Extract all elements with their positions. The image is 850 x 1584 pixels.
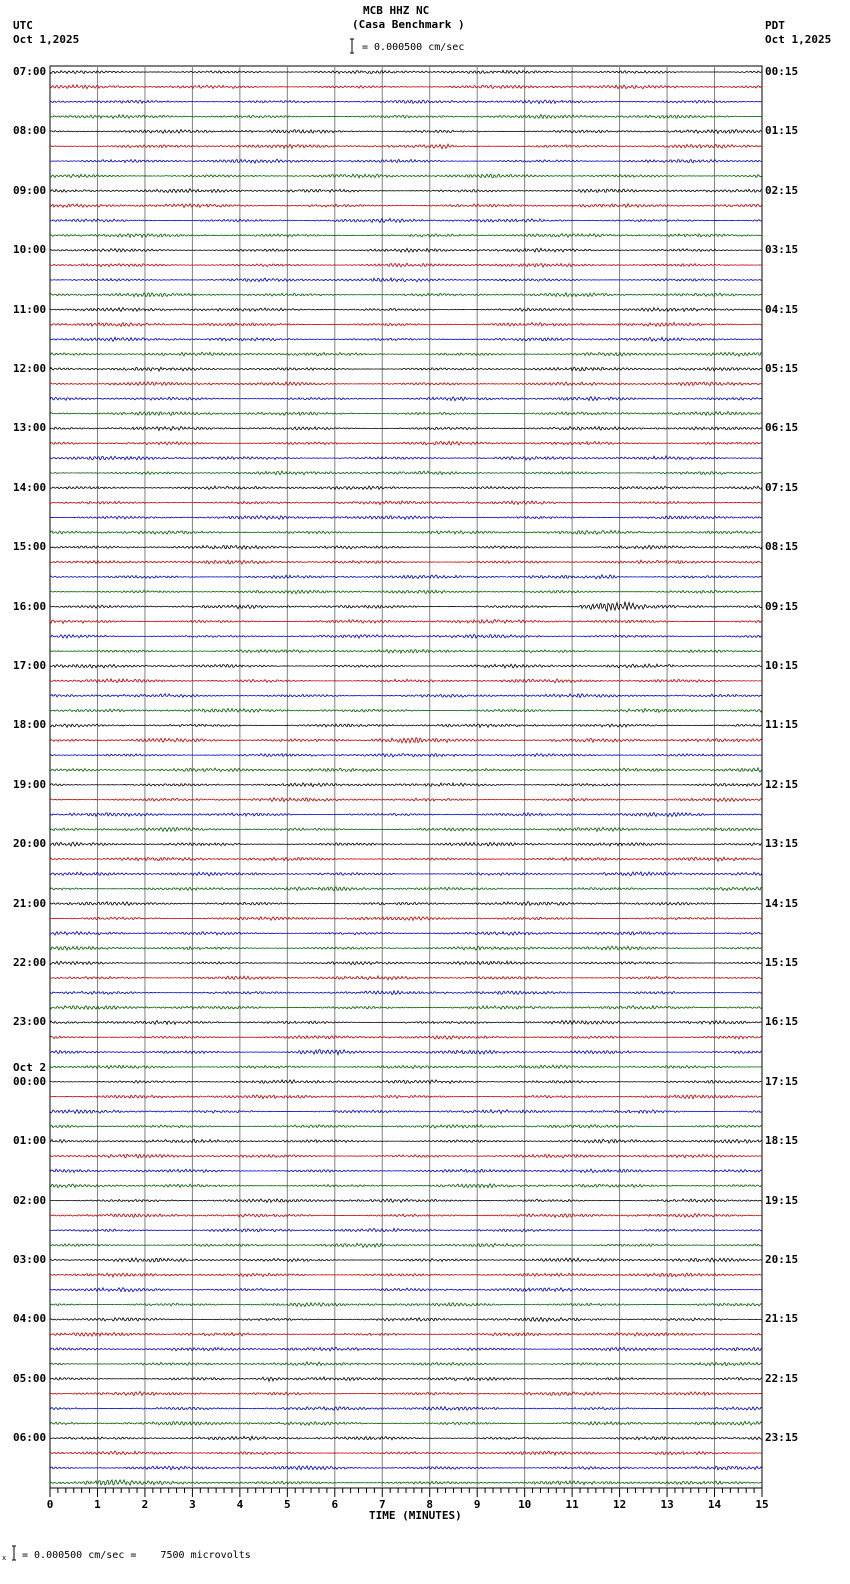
seismic-trace — [50, 783, 762, 787]
pdt-hour-label: 02:15 — [765, 183, 799, 197]
seismic-trace — [50, 1347, 762, 1351]
pdt-hour-label: 19:15 — [765, 1193, 799, 1207]
seismic-trace — [50, 367, 762, 371]
seismic-trace — [50, 827, 762, 831]
x-tick-label: 4 — [236, 1498, 244, 1511]
right-timezone: PDT — [765, 19, 785, 32]
seismic-trace — [50, 322, 762, 326]
scale-label: = 0.000500 cm/sec — [362, 42, 465, 53]
pdt-hour-label: 12:15 — [765, 777, 799, 791]
seismic-trace — [50, 724, 762, 727]
seismic-trace — [50, 545, 762, 549]
seismic-trace — [50, 1050, 762, 1055]
seismic-trace — [50, 456, 762, 460]
seismic-trace — [50, 204, 762, 208]
seismic-trace — [50, 917, 762, 921]
seismic-trace — [50, 798, 762, 802]
x-tick-label: 14 — [707, 1498, 722, 1511]
seismic-trace — [50, 144, 762, 149]
seismic-trace — [50, 619, 762, 623]
x-tick-label: 6 — [331, 1498, 339, 1511]
utc-hour-label: 01:00 — [13, 1134, 47, 1148]
seismic-trace — [50, 1125, 762, 1128]
utc-hour-label: 00:00 — [13, 1074, 47, 1088]
pdt-hour-label: 23:15 — [765, 1431, 799, 1445]
seismic-trace — [50, 753, 762, 757]
seismic-trace — [50, 1199, 762, 1203]
utc-hour-label: 04:00 — [13, 1312, 47, 1326]
seismic-trace — [50, 159, 762, 163]
seismic-trace — [50, 337, 762, 341]
pdt-hour-label: 11:15 — [765, 718, 799, 732]
x-tick-label: 11 — [565, 1498, 579, 1511]
seismic-trace — [50, 679, 762, 683]
seismic-trace — [50, 1480, 762, 1485]
utc-hour-label: 13:00 — [13, 421, 47, 435]
seismic-trace — [50, 70, 762, 73]
x-tick-label: 0 — [46, 1498, 54, 1511]
seismic-trace — [50, 1466, 762, 1470]
seismic-trace — [50, 1451, 762, 1455]
pdt-hour-label: 22:15 — [765, 1371, 799, 1385]
seismic-trace — [50, 308, 762, 312]
seismic-trace — [50, 248, 762, 252]
left-date: Oct 1,2025 — [13, 33, 80, 46]
pdt-hour-label: 03:15 — [765, 243, 799, 257]
seismic-trace — [50, 278, 762, 282]
seismic-trace — [50, 575, 762, 579]
seismic-trace — [50, 708, 762, 712]
seismic-trace — [50, 738, 762, 743]
pdt-hour-label: 14:15 — [765, 896, 799, 910]
pdt-hour-label: 10:15 — [765, 659, 799, 672]
utc-hour-label: 20:00 — [13, 837, 47, 851]
seismic-trace — [50, 85, 762, 89]
seismic-trace — [50, 1392, 762, 1396]
seismic-trace — [50, 1377, 762, 1381]
x-tick-label: 7 — [378, 1498, 386, 1511]
seismic-trace — [50, 1288, 762, 1292]
pdt-hour-label: 21:15 — [765, 1312, 799, 1326]
seismic-trace — [50, 946, 762, 950]
utc-hour-label: 14:00 — [13, 480, 47, 494]
seismic-trace — [50, 382, 762, 386]
x-tick-label: 8 — [426, 1498, 434, 1511]
seismic-trace — [50, 872, 762, 876]
pdt-hour-label: 00:15 — [765, 65, 799, 78]
seismic-trace — [50, 218, 762, 222]
utc-hour-label: 22:00 — [13, 956, 47, 969]
seismic-trace — [50, 1436, 762, 1440]
seismic-trace — [50, 694, 762, 698]
seismic-trace — [50, 352, 762, 356]
seismic-trace — [50, 100, 762, 104]
seismic-trace — [50, 560, 762, 564]
x-tick-label: 5 — [284, 1498, 291, 1511]
seismic-trace — [50, 189, 762, 193]
pdt-hour-label: 17:15 — [765, 1074, 799, 1088]
seismic-trace — [50, 397, 762, 401]
seismic-trace — [50, 590, 762, 594]
utc-hour-label: 15:00 — [13, 540, 47, 554]
seismic-traces — [50, 70, 762, 1485]
x-tick-label: 3 — [189, 1498, 196, 1511]
x-tick-label: 12 — [613, 1498, 627, 1511]
seismic-trace — [50, 1065, 762, 1069]
utc-hour-label: 10:00 — [13, 243, 47, 257]
seismic-trace — [50, 857, 762, 861]
seismic-trace — [50, 1228, 762, 1232]
x-tick-label: 1 — [94, 1498, 101, 1511]
seismic-trace — [50, 901, 762, 905]
seismic-trace — [50, 976, 762, 980]
pdt-hour-label: 09:15 — [765, 599, 799, 613]
seismic-trace — [50, 115, 762, 119]
seismic-trace — [50, 1169, 762, 1173]
seismic-trace — [50, 293, 762, 297]
seismic-trace — [50, 1421, 762, 1425]
pdt-hour-label: 20:15 — [765, 1253, 799, 1266]
x-tick-label: 9 — [473, 1498, 481, 1511]
corner-mark: x — [2, 1554, 7, 1562]
utc-hour-label: 23:00 — [13, 1015, 47, 1029]
seismic-trace — [50, 427, 762, 431]
seismic-trace — [50, 1184, 762, 1188]
pdt-hour-label: 07:15 — [765, 480, 799, 494]
seismic-trace — [50, 1362, 762, 1366]
seismic-trace — [50, 1317, 762, 1321]
calibration-label: = 0.000500 cm/sec = 7500 microvolts — [22, 1550, 251, 1561]
seismic-trace — [50, 650, 762, 654]
seismic-trace — [50, 1273, 762, 1277]
utc-hour-label: 09:00 — [13, 183, 47, 197]
seismic-trace — [50, 263, 762, 267]
seismic-trace — [50, 1110, 762, 1114]
seismic-trace — [50, 931, 762, 935]
utc-hour-label: 03:00 — [13, 1253, 47, 1266]
seismic-trace — [50, 1006, 762, 1010]
seismic-trace — [50, 842, 762, 846]
utc-hour-label: 02:00 — [13, 1193, 47, 1207]
utc-hour-label: 16:00 — [13, 599, 47, 613]
seismic-trace — [50, 234, 762, 238]
utc-hour-label: 18:00 — [13, 718, 47, 732]
seismic-trace — [50, 602, 762, 612]
utc-hour-label: 05:00 — [13, 1371, 47, 1385]
pdt-hour-label: 13:15 — [765, 837, 799, 851]
seismic-trace — [50, 961, 762, 965]
utc-hour-label: 17:00 — [13, 659, 47, 672]
station-title: MCB HHZ NC — [363, 4, 430, 17]
seismic-trace — [50, 174, 762, 178]
seismic-trace — [50, 634, 762, 638]
x-tick-label: 13 — [660, 1498, 674, 1511]
right-date: Oct 1,2025 — [765, 33, 832, 46]
pdt-hour-label: 16:15 — [765, 1015, 799, 1029]
pdt-hour-label: 18:15 — [765, 1134, 799, 1148]
seismic-trace — [50, 768, 762, 772]
seismic-trace — [50, 1020, 762, 1024]
seismic-trace — [50, 1303, 762, 1307]
utc-hour-label: 06:00 — [13, 1431, 47, 1445]
seismic-trace — [50, 1080, 762, 1084]
seismic-trace — [50, 887, 762, 891]
utc-hour-label: 19:00 — [13, 777, 47, 791]
seismic-trace — [50, 1214, 762, 1218]
seismic-trace — [50, 130, 762, 134]
seismic-trace — [50, 991, 762, 995]
left-timezone: UTC — [13, 19, 33, 32]
utc-hour-label: 11:00 — [13, 302, 47, 316]
x-tick-label: 2 — [141, 1498, 149, 1511]
seismic-trace — [50, 501, 762, 505]
x-tick-label: 15 — [755, 1498, 769, 1511]
utc-hour-label: 07:00 — [13, 65, 47, 78]
seismic-trace — [50, 530, 762, 534]
seismic-trace — [50, 1332, 762, 1336]
seismic-trace — [50, 664, 762, 668]
seismic-trace — [50, 813, 762, 817]
seismic-trace — [50, 1095, 762, 1099]
site-name: (Casa Benchmark ) — [352, 18, 465, 31]
utc-hour-label: 21:00 — [13, 896, 47, 910]
pdt-hour-label: 01:15 — [765, 124, 799, 138]
seismic-trace — [50, 1139, 762, 1143]
pdt-hour-label: 05:15 — [765, 362, 799, 375]
seismic-trace — [50, 441, 762, 445]
seismic-trace — [50, 1258, 762, 1262]
date-change-label: Oct 2 — [13, 1060, 47, 1074]
utc-hour-label: 12:00 — [13, 362, 47, 375]
seismic-trace — [50, 1407, 762, 1411]
seismic-trace — [50, 1036, 762, 1040]
pdt-hour-label: 06:15 — [765, 421, 799, 435]
seismic-trace — [50, 486, 762, 490]
time-axis — [50, 1488, 762, 1497]
seismic-trace — [50, 471, 762, 475]
utc-hour-label: 08:00 — [13, 124, 47, 138]
seismic-trace — [50, 1243, 762, 1247]
seismic-trace — [50, 1154, 762, 1158]
pdt-hour-label: 04:15 — [765, 302, 799, 316]
x-tick-label: 10 — [518, 1498, 532, 1511]
pdt-hour-label: 15:15 — [765, 956, 799, 969]
pdt-hour-label: 08:15 — [765, 540, 799, 554]
x-axis-label: TIME (MINUTES) — [369, 1509, 462, 1522]
seismic-trace — [50, 412, 762, 416]
seismic-trace — [50, 516, 762, 520]
